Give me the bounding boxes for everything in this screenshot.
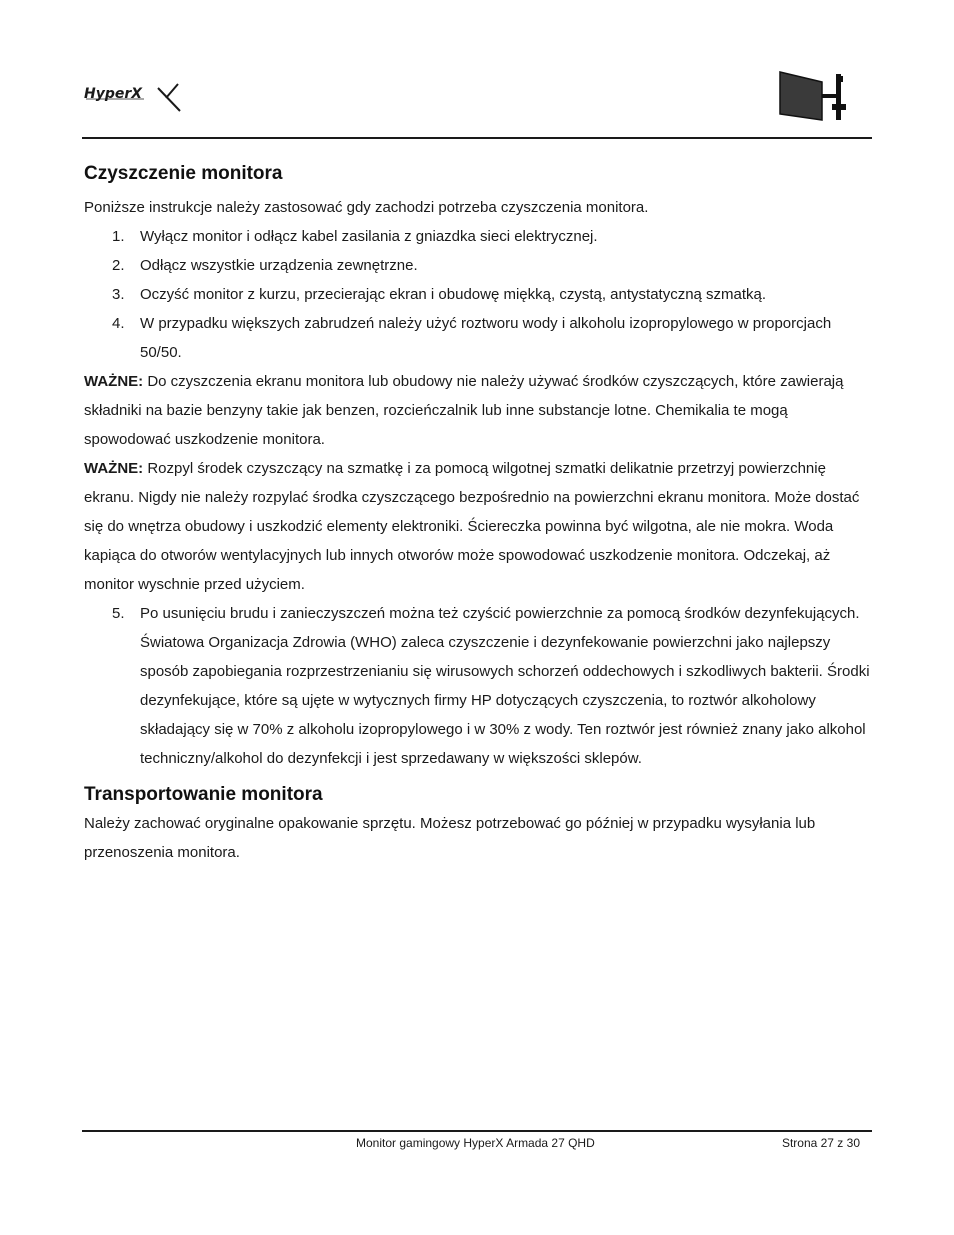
step-number: 2. [112,257,125,274]
logo-text: HyperX [84,86,143,102]
header-divider [82,137,872,139]
step-item [84,599,874,773]
important-note [84,454,874,599]
important-label: WAŻNE: [84,373,144,390]
footer-page-number: Strona 27 z 30 [781,1136,860,1150]
important-text: Do czyszczenia ekranu monitora lub obudowy nie należy używać środków czyszczących, które zawierają składniki na bazie benzyny takie jak benzen, rozcieńczalnik lub inne substancje lotne. Chemikalia te mogą spowodować uszkodzenie monitora. [84,373,844,448]
monitor-arm-icon [778,70,854,124]
step-number: 1. [112,228,125,245]
section-title-cleaning: Czyszczenie monitora [84,163,283,184]
step-text: W przypadku większych zabrudzeń należy użyć roztworu wody i alkoholu izopropylowego w proporcjach 50/50. [140,315,832,361]
section-title-transport: Transportowanie monitora [84,784,323,805]
step-number: 5. [112,605,125,622]
step-number: 4. [112,315,125,332]
cleaning-intro: Poniższe instrukcje należy zastosować gdy zachodzi potrzeba czyszczenia monitora. [84,199,649,216]
step-number: 3. [112,286,125,303]
important-note [84,367,874,454]
main-content [84,160,874,867]
step-item [84,309,874,367]
footer-divider [82,1130,872,1132]
important-label: WAŻNE: [84,460,144,477]
step-item [84,280,874,309]
important-text: Rozpyl środek czyszczący na szmatkę i za pomocą wilgotnej szmatki delikatnie przetrzyj powierzchnię ekranu. Nigdy nie należy rozpylać środka czyszczącego bezpośrednio na powierzchni ekranu monitora. Może dostać się do wnętrza obudowy i uszkodzić elementy elektroniki. Ściereczka powinna być wilgotna, ale nie mokra. Woda kapiąca do otworów wentylacyjnych lub innych otworów może spowodować uszkodzenie monitora. Odczekaj, aż monitor wyschnie przed użyciem. [84,460,860,593]
cleaning-steps [84,222,874,367]
step-text: Odłącz wszystkie urządzenia zewnętrzne. [140,257,418,274]
step-text: Wyłącz monitor i odłącz kabel zasilania z gniazdka sieci elektrycznej. [140,228,598,245]
step-item [84,251,874,280]
step-text: Oczyść monitor z kurzu, przecierając ekran i obudowę miękką, czystą, antystatyczną szmatką. [140,286,767,303]
hyperx-logo [84,80,182,112]
step-text: Po usunięciu brudu i zanieczyszczeń można też czyścić powierzchnie za pomocą środków dezynfekujących. Światowa Organizacja Zdrowia (WHO) zaleca czyszczenie i dezynfekowanie powierzchni jako najlepszy sposób zapobiegania rozprzestrzenianiu się wirusowych schorzeń oddechowych i szkodliwych bakterii. Środki dezynfekujące, które są ujęte w wytycznych firmy HP dotyczących czyszczenia, to roztwór alkoholowy składający się w 70% z alkoholu izopropylowego i w 30% z wody. Ten roztwór jest również znany jako alkohol techniczny/alkohol do dezynfekcji i jest sprzedawany w większości sklepów. [140,605,870,767]
cleaning-steps-continued [84,599,874,773]
transport-body: Należy zachować oryginalne opakowanie sprzętu. Możesz potrzebować go później w przypadku wysyłania lub przenoszenia monitora. [84,815,816,861]
step-item [84,222,874,251]
footer-document-title: Monitor gamingowy HyperX Armada 27 QHD [356,1136,595,1150]
